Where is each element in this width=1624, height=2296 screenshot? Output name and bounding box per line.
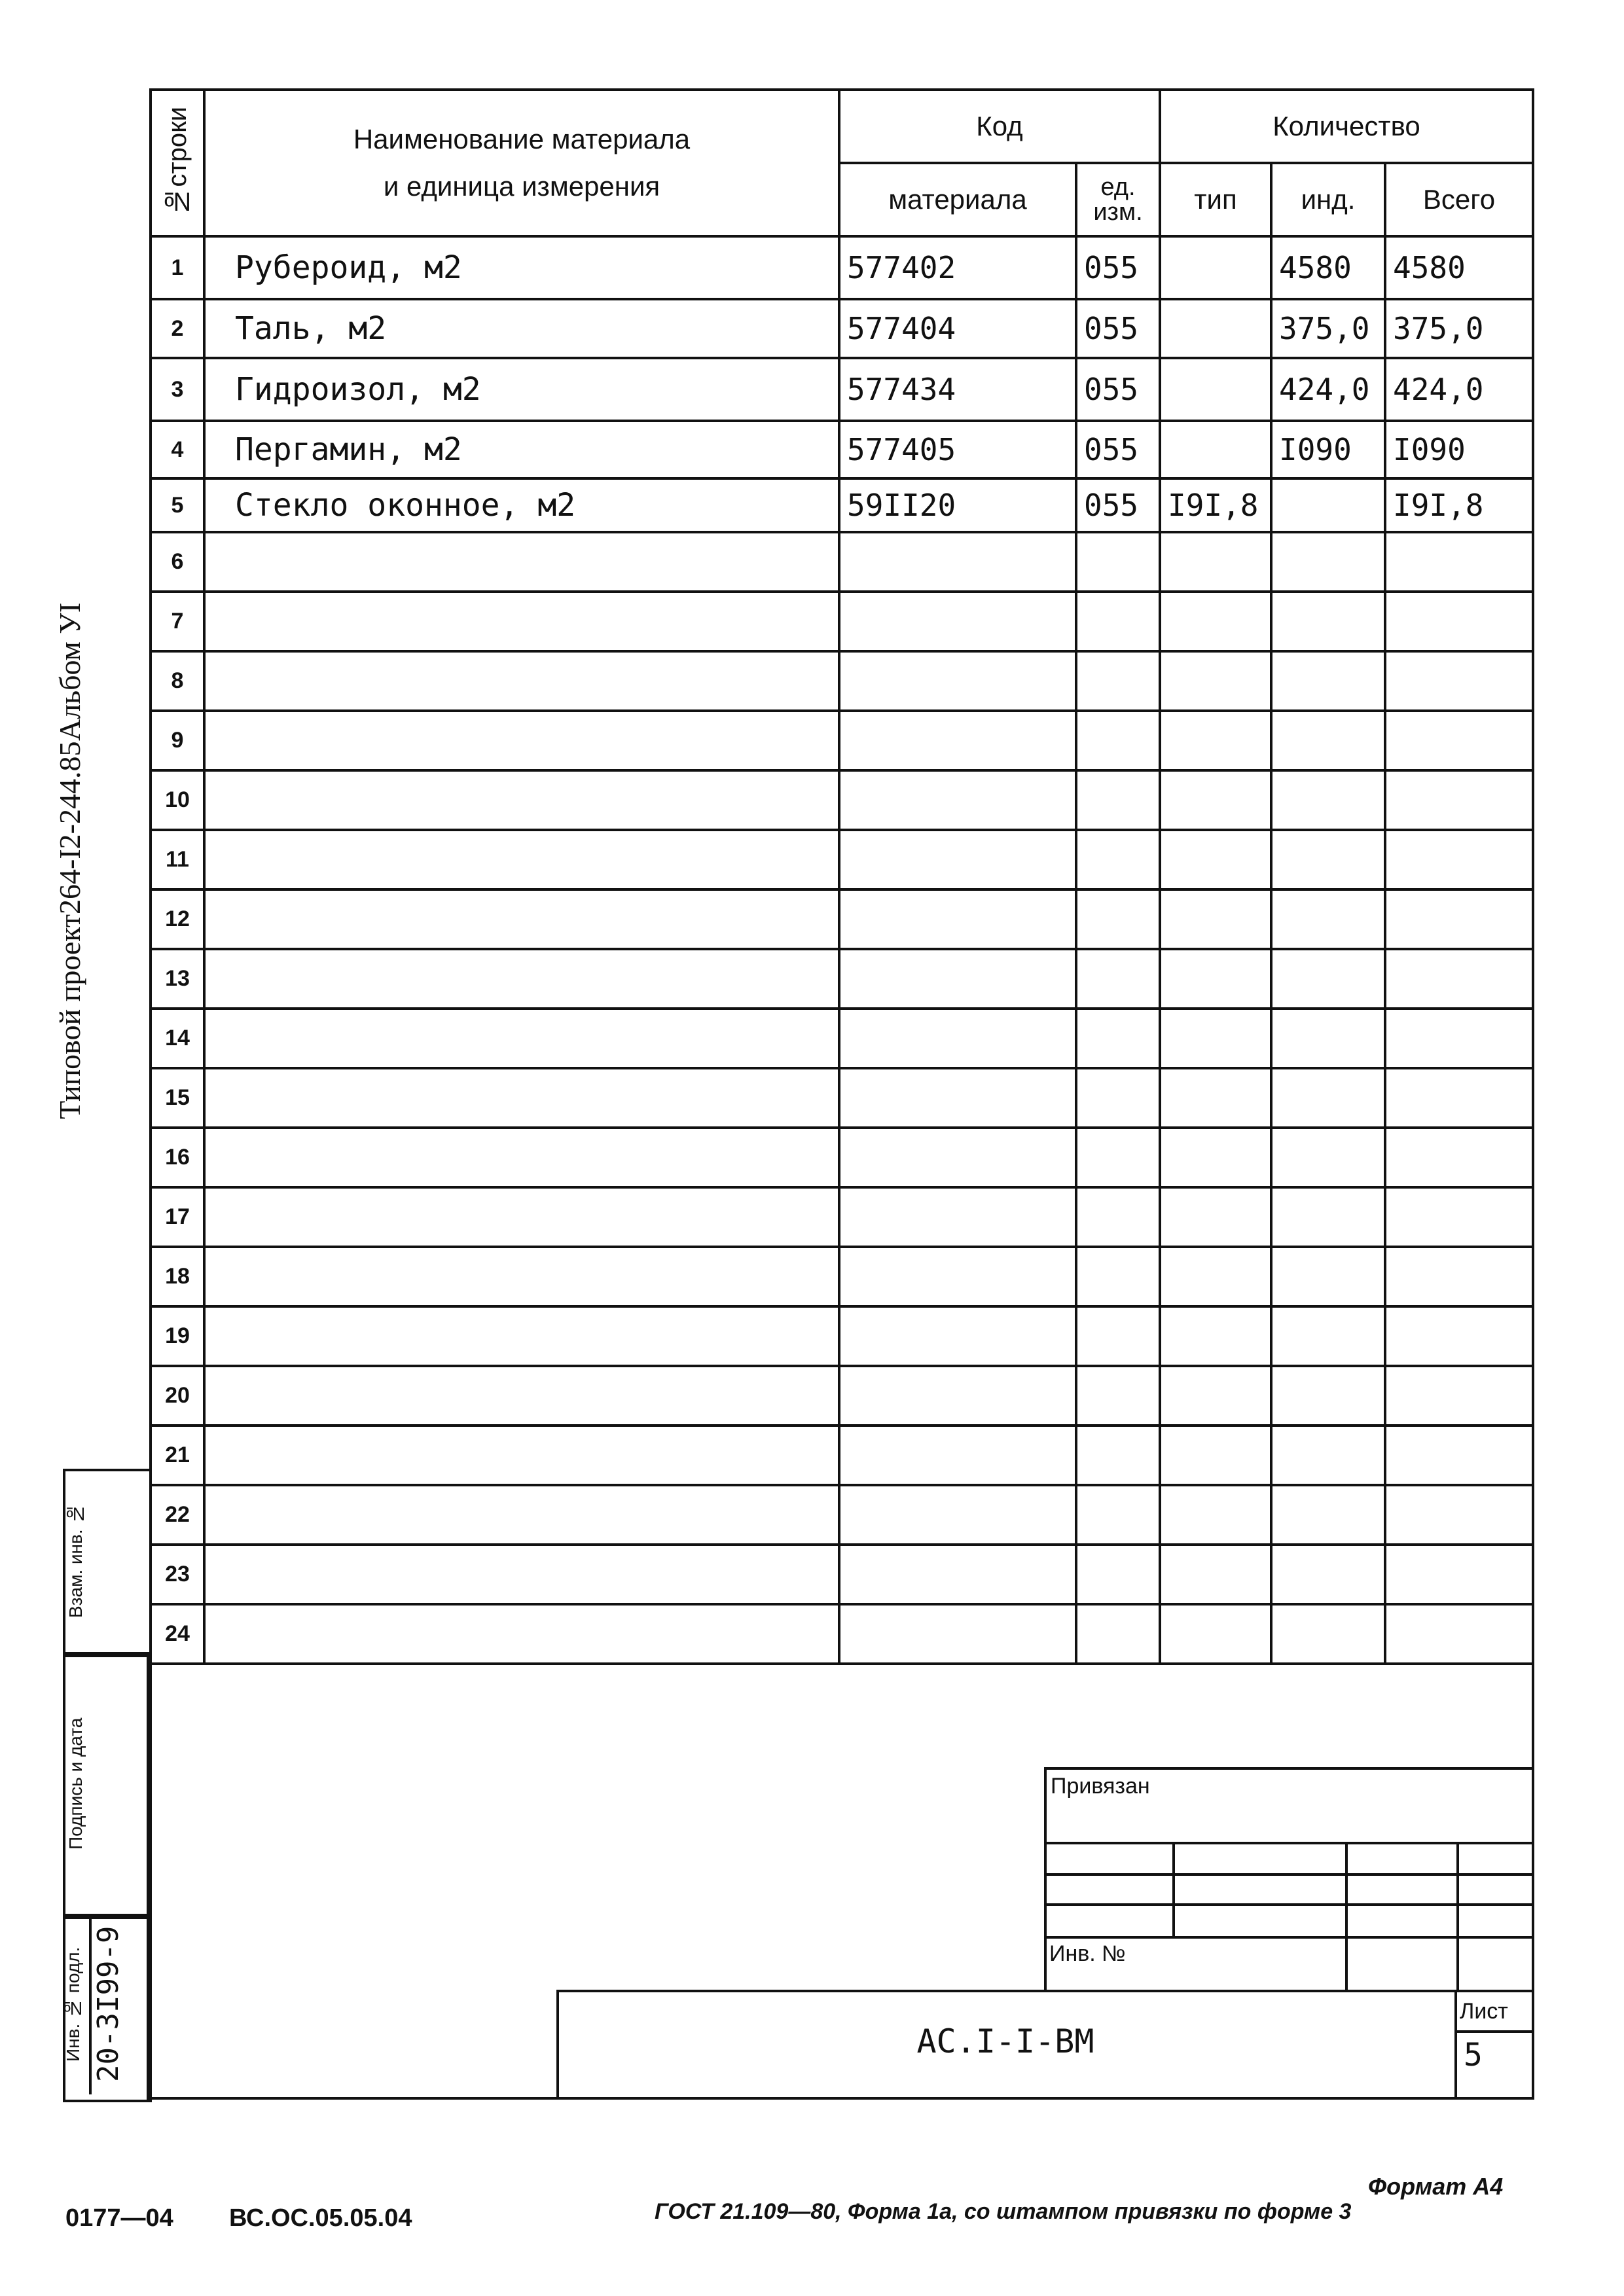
row-number-cell: 14 (151, 1009, 204, 1068)
table-row (151, 830, 1533, 889)
materials-table-body (151, 236, 1533, 1664)
table-row (151, 770, 1533, 830)
unit-code-cell (1076, 1426, 1160, 1485)
row-number-cell: 24 (151, 1604, 204, 1664)
material-name-cell (204, 1604, 839, 1664)
row-number-cell: 22 (151, 1485, 204, 1545)
qty-type-cell (1160, 592, 1271, 651)
qty-type-cell (1160, 299, 1271, 358)
material-code-cell (839, 1247, 1076, 1306)
unit-code-cell (1076, 889, 1160, 949)
qty-type-cell (1160, 1009, 1271, 1068)
qty-total-cell (1385, 532, 1533, 592)
qty-type-cell (1160, 1366, 1271, 1426)
unit-code-cell: 055 (1076, 478, 1160, 532)
row-number-cell: 8 (151, 651, 204, 711)
qty-type-cell (1160, 651, 1271, 711)
qty-total-cell (1385, 651, 1533, 711)
row-number-cell: 6 (151, 532, 204, 592)
material-name-cell (204, 1426, 839, 1485)
row-number-cell: 16 (151, 1128, 204, 1187)
table-row (151, 1604, 1533, 1664)
unit-code-cell: 055 (1076, 358, 1160, 421)
inv-podl-value: 20-3I99-9 (92, 1926, 125, 2083)
inv-podl-label: Инв. № подл. (63, 1914, 92, 2094)
qty-type-cell (1160, 421, 1271, 478)
qty-ind-cell: I090 (1271, 421, 1385, 478)
material-name-cell (204, 532, 839, 592)
footer-left-code: 0177—04 (65, 2204, 173, 2232)
table-row (151, 1306, 1533, 1366)
qty-total-cell: 4580 (1385, 236, 1533, 299)
qty-ind-cell (1271, 1545, 1385, 1604)
header-qty-ind: инд. (1271, 163, 1385, 236)
qty-ind-cell (1271, 1068, 1385, 1128)
row-number-cell: 5 (151, 478, 204, 532)
row-number-cell: 12 (151, 889, 204, 949)
material-code-cell (839, 1545, 1076, 1604)
qty-total-cell (1385, 1366, 1533, 1426)
row-number-cell: 21 (151, 1426, 204, 1485)
material-name-cell: Рубероид, м2 (204, 236, 839, 299)
material-code-cell (839, 1068, 1076, 1128)
row-number-cell: 2 (151, 299, 204, 358)
unit-code-cell (1076, 1366, 1160, 1426)
podpis-data-label: Подпись и дата (65, 1717, 86, 1850)
material-name-cell (204, 651, 839, 711)
qty-type-cell (1160, 1306, 1271, 1366)
qty-total-cell (1385, 1604, 1533, 1664)
material-code-cell (839, 770, 1076, 830)
row-number-cell: 3 (151, 358, 204, 421)
material-code-cell: 577405 (839, 421, 1076, 478)
footer-series: ВС.ОС.05.05.04 (229, 2204, 412, 2232)
qty-ind-cell (1271, 1009, 1385, 1068)
unit-code-cell (1076, 1247, 1160, 1306)
header-qty-type: тип (1160, 163, 1271, 236)
qty-type-cell: I9I,8 (1160, 478, 1271, 532)
material-name-cell (204, 711, 839, 770)
material-code-cell (839, 1306, 1076, 1366)
qty-total-cell: 375,0 (1385, 299, 1533, 358)
qty-ind-cell (1271, 651, 1385, 711)
unit-code-cell (1076, 949, 1160, 1009)
qty-ind-cell: 4580 (1271, 236, 1385, 299)
table-row (151, 1128, 1533, 1187)
sheet-label: Лист (1460, 1999, 1508, 2024)
material-code-cell (839, 1426, 1076, 1485)
unit-code-cell (1076, 770, 1160, 830)
material-name-cell (204, 1485, 839, 1545)
row-number-cell: 9 (151, 711, 204, 770)
project-title-line-3: Альбом УI (53, 603, 86, 742)
qty-total-cell (1385, 592, 1533, 651)
qty-total-cell (1385, 1009, 1533, 1068)
unit-code-cell (1076, 651, 1160, 711)
material-code-cell (839, 1485, 1076, 1545)
title-block (556, 1990, 1534, 2100)
table-row (151, 1247, 1533, 1306)
material-name-cell: Гидроизол, м2 (204, 358, 839, 421)
material-code-cell (839, 1187, 1076, 1247)
qty-total-cell (1385, 1187, 1533, 1247)
qty-type-cell (1160, 949, 1271, 1009)
material-name-cell: Стекло оконное, м2 (204, 478, 839, 532)
table-row (151, 1068, 1533, 1128)
row-number-cell: 19 (151, 1306, 204, 1366)
header-material-name: Наименование материала и единица измерения (204, 90, 839, 236)
material-name-cell (204, 889, 839, 949)
qty-total-cell (1385, 1306, 1533, 1366)
table-row (151, 949, 1533, 1009)
header-quantity-group: Количество (1160, 90, 1533, 163)
unit-code-cell (1076, 1306, 1160, 1366)
qty-type-cell (1160, 1604, 1271, 1664)
qty-type-cell (1160, 711, 1271, 770)
unit-code-cell (1076, 830, 1160, 889)
table-row (151, 478, 1533, 532)
material-code-cell (839, 711, 1076, 770)
qty-type-cell (1160, 830, 1271, 889)
qty-total-cell (1385, 1485, 1533, 1545)
header-qty-total: Всего (1385, 163, 1533, 236)
table-row (151, 299, 1533, 358)
qty-total-cell (1385, 889, 1533, 949)
material-code-cell (839, 1366, 1076, 1426)
table-row (151, 592, 1533, 651)
qty-total-cell (1385, 1247, 1533, 1306)
frame-right-bottom (1532, 88, 1534, 2100)
qty-type-cell (1160, 770, 1271, 830)
inv-podl-content (63, 1914, 147, 2100)
project-title-line-1: Типовой проект (53, 914, 86, 1119)
material-code-cell (839, 651, 1076, 711)
binding-stamp (1044, 1767, 1532, 1990)
material-code-cell (839, 1604, 1076, 1664)
footer-gost: ГОСТ 21.109—80, Форма 1а, со штампом привязки по форме 3 (655, 2199, 1352, 2224)
table-row (151, 358, 1533, 421)
unit-code-cell (1076, 1485, 1160, 1545)
material-name-cell (204, 1187, 839, 1247)
qty-ind-cell (1271, 478, 1385, 532)
table-row (151, 1009, 1533, 1068)
sheet-number: 5 (1464, 2037, 1483, 2073)
unit-code-cell (1076, 592, 1160, 651)
qty-ind-cell (1271, 949, 1385, 1009)
table-row (151, 711, 1533, 770)
unit-code-cell: 055 (1076, 236, 1160, 299)
qty-type-cell (1160, 1128, 1271, 1187)
zam-inv-label: Взам. инв. № (65, 1503, 86, 1619)
qty-ind-cell (1271, 1128, 1385, 1187)
format-label: Формат А4 (1368, 2173, 1504, 2200)
row-number-cell: 11 (151, 830, 204, 889)
qty-ind-cell (1271, 711, 1385, 770)
document-designation: АС.I-I-ВМ (916, 2022, 1094, 2060)
table-row (151, 1426, 1533, 1485)
row-number-cell: 4 (151, 421, 204, 478)
qty-type-cell (1160, 358, 1271, 421)
material-code-cell (839, 532, 1076, 592)
material-name-cell (204, 949, 839, 1009)
unit-code-cell (1076, 1604, 1160, 1664)
material-code-cell (839, 1009, 1076, 1068)
qty-total-cell (1385, 1128, 1533, 1187)
material-name-cell (204, 592, 839, 651)
qty-ind-cell (1271, 1187, 1385, 1247)
material-code-cell: 577434 (839, 358, 1076, 421)
material-name-cell (204, 1545, 839, 1604)
qty-ind-cell (1271, 1306, 1385, 1366)
material-code-cell: 577402 (839, 236, 1076, 299)
qty-ind-cell (1271, 1485, 1385, 1545)
unit-code-cell (1076, 1545, 1160, 1604)
qty-type-cell (1160, 1426, 1271, 1485)
row-number-cell: 23 (151, 1545, 204, 1604)
table-row (151, 889, 1533, 949)
unit-code-cell (1076, 711, 1160, 770)
unit-code-cell (1076, 1009, 1160, 1068)
row-number-cell: 18 (151, 1247, 204, 1306)
qty-total-cell (1385, 1068, 1533, 1128)
project-title-line-2: 264-I2-244.85 (53, 741, 86, 914)
material-name-cell: Таль, м2 (204, 299, 839, 358)
inv-no-label: Инв. № (1049, 1941, 1126, 1966)
material-code-cell (839, 592, 1076, 651)
qty-total-cell: I9I,8 (1385, 478, 1533, 532)
material-code-cell (839, 889, 1076, 949)
unit-code-cell (1076, 1128, 1160, 1187)
material-name-cell (204, 770, 839, 830)
qty-ind-cell (1271, 889, 1385, 949)
qty-total-cell (1385, 711, 1533, 770)
material-code-cell (839, 830, 1076, 889)
qty-total-cell (1385, 949, 1533, 1009)
table-row (151, 1366, 1533, 1426)
material-name-cell (204, 1009, 839, 1068)
row-number-cell: 17 (151, 1187, 204, 1247)
qty-ind-cell: 375,0 (1271, 299, 1385, 358)
qty-total-cell: I090 (1385, 421, 1533, 478)
unit-code-cell (1076, 1068, 1160, 1128)
row-number-cell: 13 (151, 949, 204, 1009)
material-name-cell (204, 1247, 839, 1306)
material-name-cell: Пергамин, м2 (204, 421, 839, 478)
table-row (151, 1187, 1533, 1247)
binding-stamp-label: Привязан (1051, 1774, 1150, 1799)
qty-ind-cell (1271, 592, 1385, 651)
material-code-cell (839, 1128, 1076, 1187)
qty-ind-cell (1271, 1426, 1385, 1485)
row-number-cell: 10 (151, 770, 204, 830)
table-row (151, 1545, 1533, 1604)
header-row-number-label: №строки (162, 107, 192, 216)
table-row (151, 236, 1533, 299)
material-name-cell (204, 1306, 839, 1366)
table-row (151, 1485, 1533, 1545)
table-row (151, 532, 1533, 592)
header-code-group: Код (839, 90, 1160, 163)
material-code-cell (839, 949, 1076, 1009)
header-code-material: материала (839, 163, 1076, 236)
qty-type-cell (1160, 236, 1271, 299)
qty-type-cell (1160, 1485, 1271, 1545)
row-number-cell: 7 (151, 592, 204, 651)
qty-type-cell (1160, 1068, 1271, 1128)
material-name-cell (204, 1068, 839, 1128)
qty-type-cell (1160, 1545, 1271, 1604)
row-number-cell: 20 (151, 1366, 204, 1426)
qty-ind-cell (1271, 1366, 1385, 1426)
table-row (151, 421, 1533, 478)
qty-ind-cell (1271, 770, 1385, 830)
qty-type-cell (1160, 532, 1271, 592)
qty-total-cell: 424,0 (1385, 358, 1533, 421)
frame-left-bottom (147, 1652, 149, 2100)
unit-code-cell: 055 (1076, 421, 1160, 478)
row-number-cell: 15 (151, 1068, 204, 1128)
header-code-unit: ед. изм. (1076, 163, 1160, 236)
qty-ind-cell (1271, 532, 1385, 592)
unit-code-cell (1076, 532, 1160, 592)
material-code-cell: 577404 (839, 299, 1076, 358)
qty-total-cell (1385, 1426, 1533, 1485)
qty-total-cell (1385, 770, 1533, 830)
qty-type-cell (1160, 1247, 1271, 1306)
qty-ind-cell (1271, 1247, 1385, 1306)
header-row-number (151, 90, 204, 236)
materials-table (149, 88, 1534, 1665)
material-name-cell (204, 1366, 839, 1426)
qty-type-cell (1160, 889, 1271, 949)
material-name-cell (204, 830, 839, 889)
qty-ind-cell (1271, 830, 1385, 889)
qty-type-cell (1160, 1187, 1271, 1247)
qty-ind-cell (1271, 1604, 1385, 1664)
project-title-block (53, 603, 86, 1119)
qty-total-cell (1385, 1545, 1533, 1604)
unit-code-cell (1076, 1187, 1160, 1247)
table-row (151, 651, 1533, 711)
row-number-cell: 1 (151, 236, 204, 299)
unit-code-cell: 055 (1076, 299, 1160, 358)
material-name-cell (204, 1128, 839, 1187)
qty-total-cell (1385, 830, 1533, 889)
qty-ind-cell: 424,0 (1271, 358, 1385, 421)
material-code-cell: 59II20 (839, 478, 1076, 532)
